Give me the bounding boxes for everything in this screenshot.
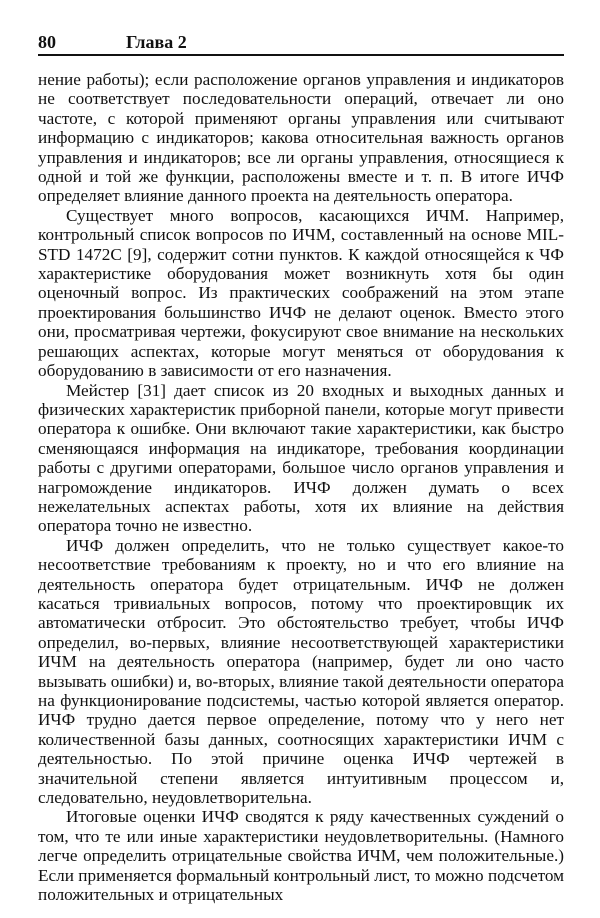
paragraph-2: Существует много вопросов, касающихся ИЧМ. Например, контрольный список вопросов по ИЧМ, составленный на основе MIL-STD 1472C [9], содержит сотни пунктов. К каждой относящейся к ЧФ характеристике оборудования может возникнуть хотя бы один оценочный вопрос. Из практических соображений на этом этапе проектирования большинство ИЧФ не делают оценок. Вместо этого они, просматривая чертежи, фокусируют свое внимание на нескольких решающих аспектах, которые могут меняться от оборудования к оборудованию в зависимости от его назначения.	[38, 205, 564, 381]
page-header	[38, 32, 564, 56]
chapter-title: Глава 2	[126, 32, 187, 52]
paragraph-1: нение работы); если расположение органов управления и индикаторов не соответствует последовательности операций, отвечает ли оно частоте, с которой применяют органы управления или считывают информацию с индикаторов; какова относительная важность органов управления и индикаторов; все ли органы управления, относящиеся к одной и той же функции, расположены вместе и т. п. В итоге ИЧФ определяет влияние данного проекта на деятельность оператора.	[38, 70, 564, 206]
page-number: 80	[38, 32, 56, 52]
paragraph-5: Итоговые оценки ИЧФ сводятся к ряду качественных суждений о том, что те или иные характеристики неудовлетворительны. (Намного легче определить отрицательные свойства ИЧМ, чем положительные.) Если применяется формальный контрольный лист, то можно подсчетом положительных и отрицательных	[38, 807, 564, 905]
body-text	[38, 70, 564, 904]
paragraph-4: ИЧФ должен определить, что не только существует какое-то несоответствие требованиям к проекту, но и что его влияние на деятельность оператора будет отрицательным. ИЧФ не должен касаться тривиальных вопросов, потому что проектировщик их автоматически отбросит. Это обстоятельство требует, чтобы ИЧФ определил, во-первых, влияние несоответствующей характеристики ИЧМ на деятельность оператора (например, будет ли оно часто вызывать ошибки) и, во-вторых, влияние такой деятельности оператора на функционирование подсистемы, частью которой является оператор. ИЧФ трудно дается первое определение, потому что у него нет количественной базы данных, соотносящих характеристики ИЧМ с деятельностью. По этой причине оценка ИЧФ чертежей в значительной степени является интуитивным процессом и, следовательно, неудовлетворительна.	[38, 535, 564, 808]
paragraph-3: Мейстер [31] дает список из 20 входных и выходных данных и физических характеристик приборной панели, которые могут привести оператора к ошибке. Они включают такие характеристики, как быстро сменяющаяся информация на индикаторе, требования координации работы с другими операторами, большое число органов управления и нагромождение индикаторов. ИЧФ должен думать о всех нежелательных аспектах работы, хотя их влияние на действия оператора точно не известно.	[38, 380, 564, 536]
